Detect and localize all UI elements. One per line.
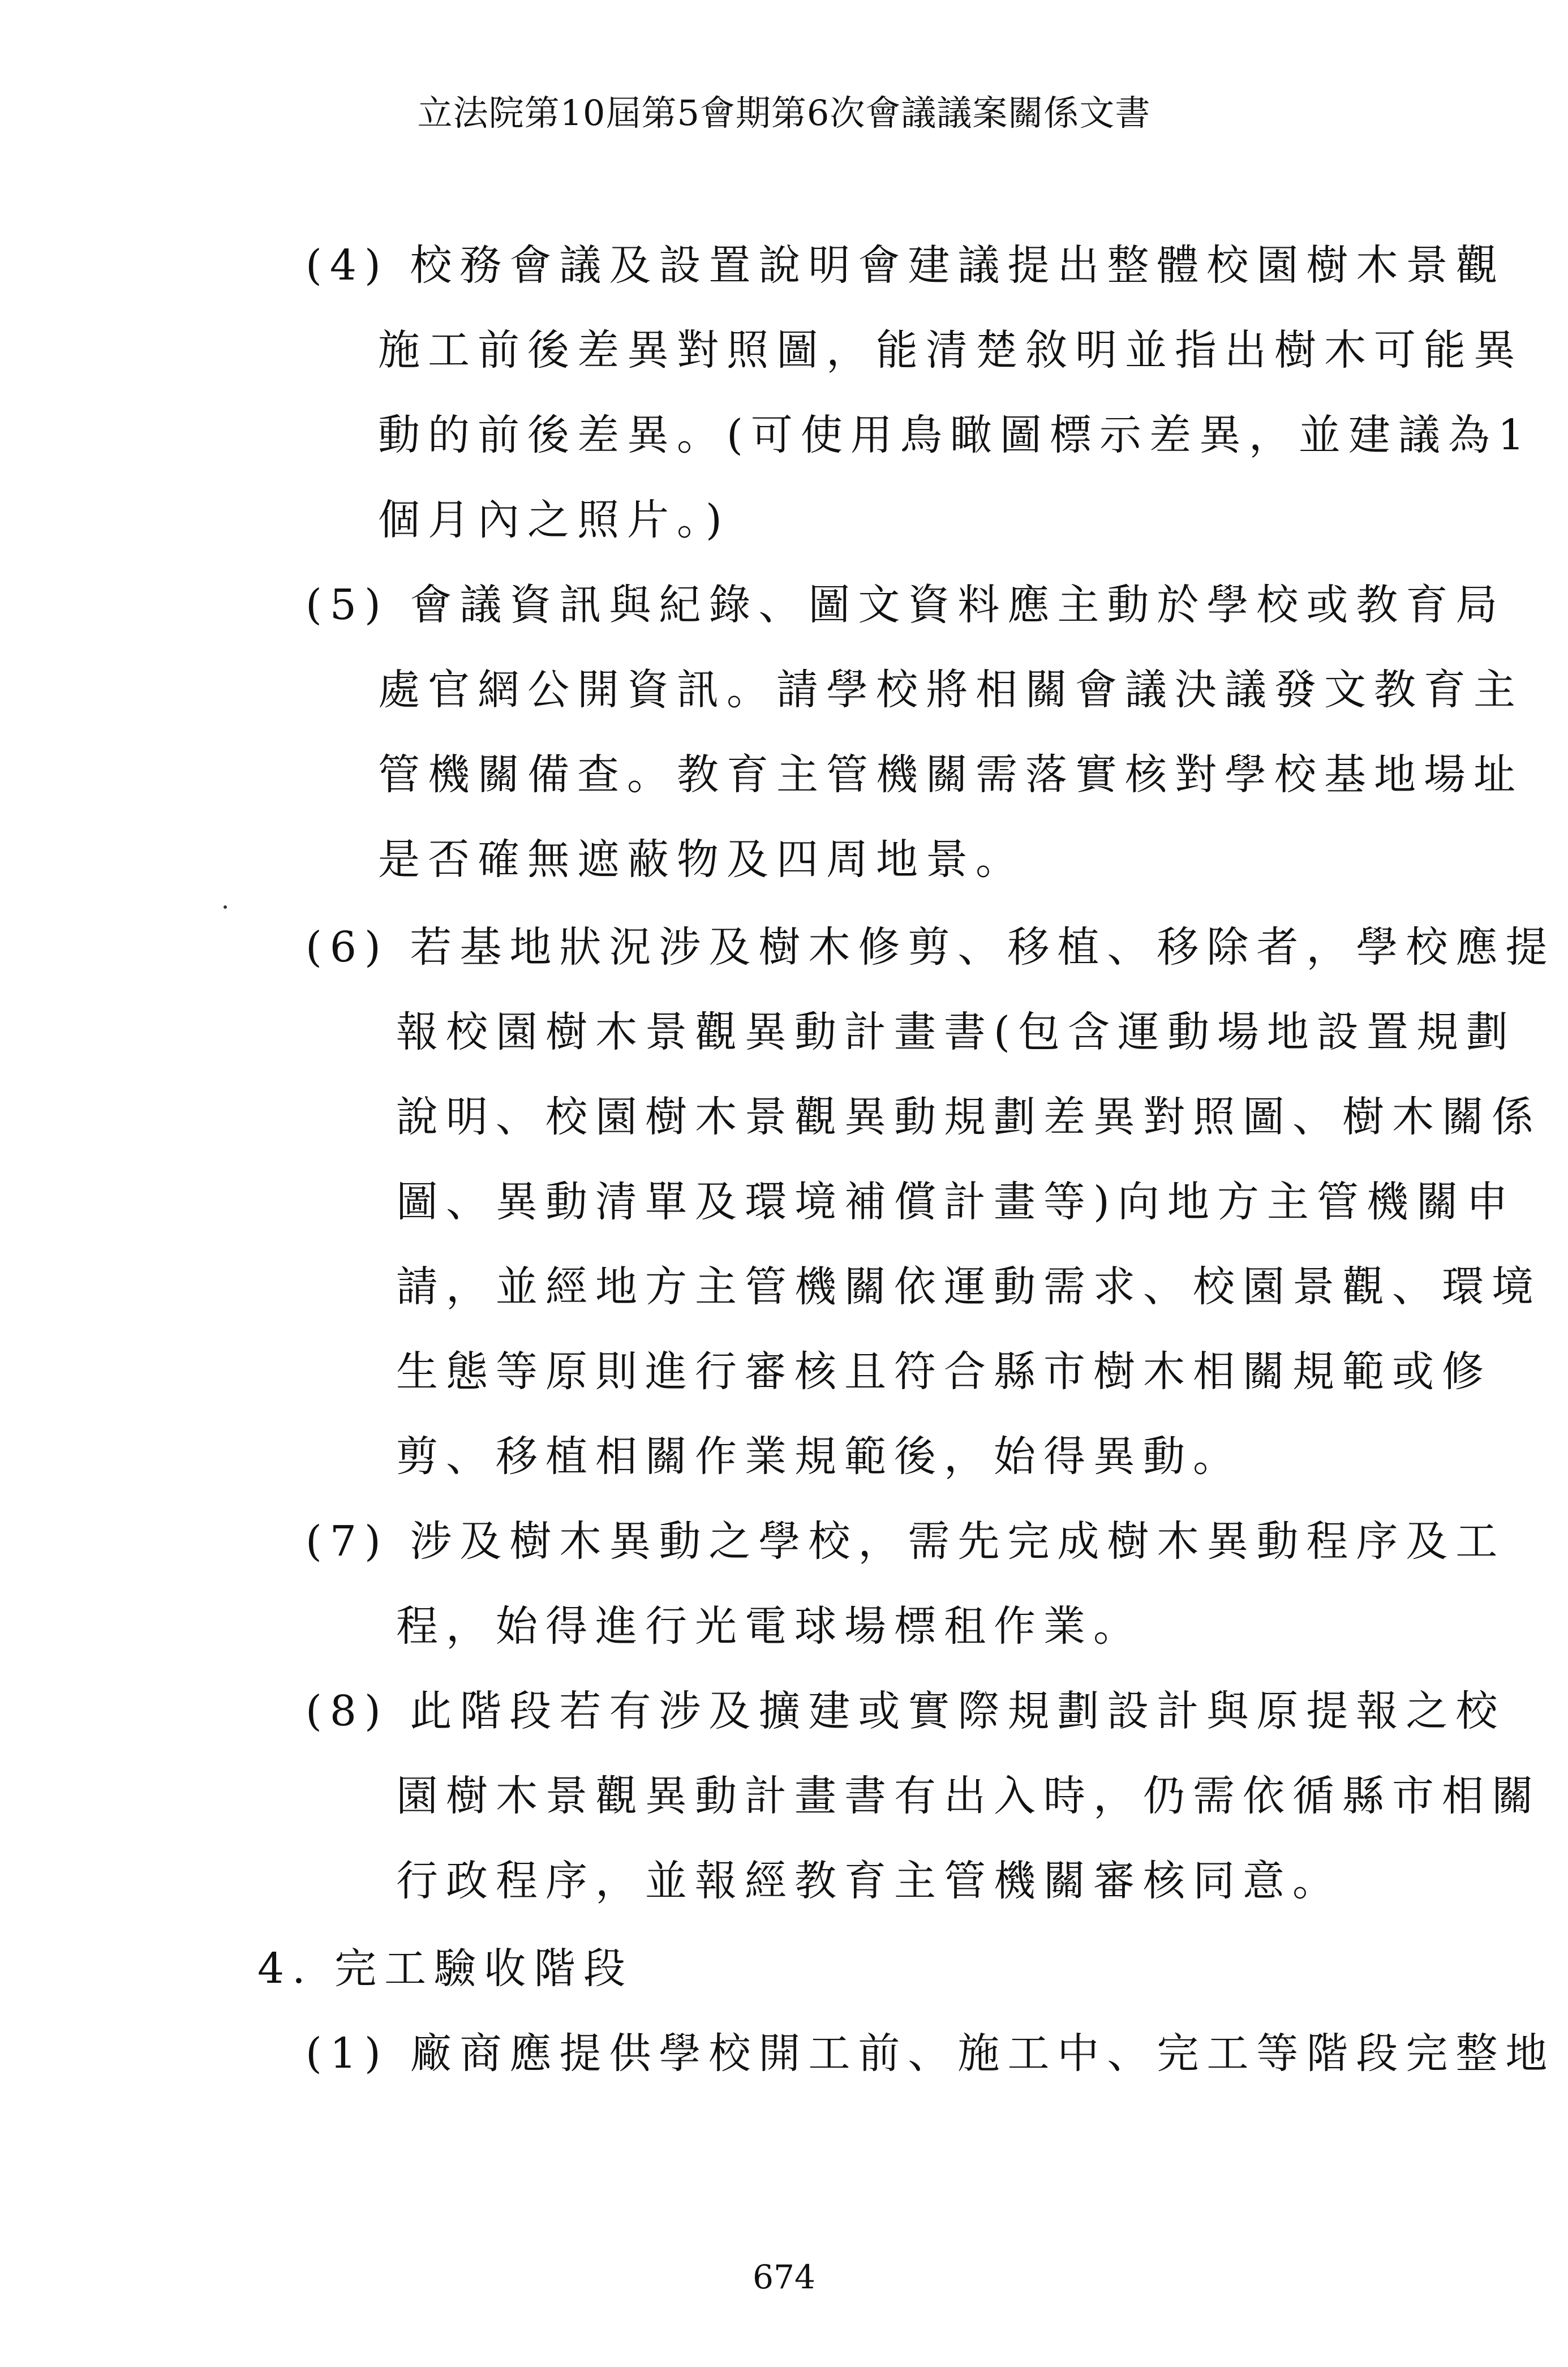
item-5-line-2: 處官網公開資訊。請學校將相關會議決議發文教育主: [378, 665, 1523, 714]
item-6-line-2: 報校園樹木景觀異動計畫書(包含運動場地設置規劃: [396, 1008, 1516, 1056]
item-6-line-5: 請，並經地方主管機關依運動需求、校園景觀、環境: [396, 1262, 1541, 1311]
item-7-line-2: 程，始得進行光電球場標租作業。: [396, 1602, 1143, 1651]
item-4-line-4: 個月內之照片。): [378, 496, 730, 544]
item-6-line-7: 剪、移植相關作業規範後，始得異動。: [396, 1432, 1243, 1481]
item-4-line-2: 施工前後差異對照圖，能清楚敘明並指出樹木可能異: [378, 326, 1523, 375]
item-4-line-3: 動的前後差異。(可使用鳥瞰圖標示差異，並建議為1: [378, 411, 1532, 459]
item-7-line-1: (7) 涉及樹木異動之學校，需先完成樹木異動程序及工: [306, 1517, 1506, 1566]
scan-speck: [224, 905, 227, 909]
section-4-heading: 4. 完工驗收階段: [257, 1944, 634, 1993]
item-8-line-1: (8) 此階段若有涉及擴建或實際規劃設計與原提報之校: [306, 1687, 1506, 1735]
item-5-line-4: 是否確無遮蔽物及四周地景。: [378, 835, 1025, 884]
item-8-line-2: 園樹木景觀異動計畫書有出入時，仍需依循縣市相關: [396, 1772, 1541, 1820]
page-header: 立法院第10屆第5會期第6次會議議案關係文書: [417, 92, 1151, 134]
item-5-line-3: 管機關備查。教育主管機關需落實核對學校基地場址: [378, 750, 1523, 799]
item-6-line-3: 說明、校園樹木景觀異動規劃差異對照圖、樹木關係: [396, 1093, 1541, 1141]
item-5-line-1: (5) 會議資訊與紀錄、圖文資料應主動於學校或教育局: [306, 581, 1506, 629]
item-8-line-3: 行政程序，並報經教育主管機關審核同意。: [396, 1857, 1342, 1905]
item-1-line-1: (1) 廠商應提供學校開工前、施工中、完工等階段完整地: [306, 2029, 1556, 2078]
item-6-line-4: 圖、異動清單及環境補償計畫等)向地方主管機關申: [396, 1178, 1516, 1226]
item-4-line-1: (4) 校務會議及設置說明會建議提出整體校園樹木景觀: [306, 241, 1506, 290]
page-number: 674: [753, 2258, 815, 2296]
item-6-line-1: (6) 若基地狀況涉及樹木修剪、移植、移除者，學校應提: [306, 923, 1556, 972]
item-6-line-6: 生態等原則進行審核且符合縣市樹木相關規範或修: [396, 1347, 1492, 1396]
